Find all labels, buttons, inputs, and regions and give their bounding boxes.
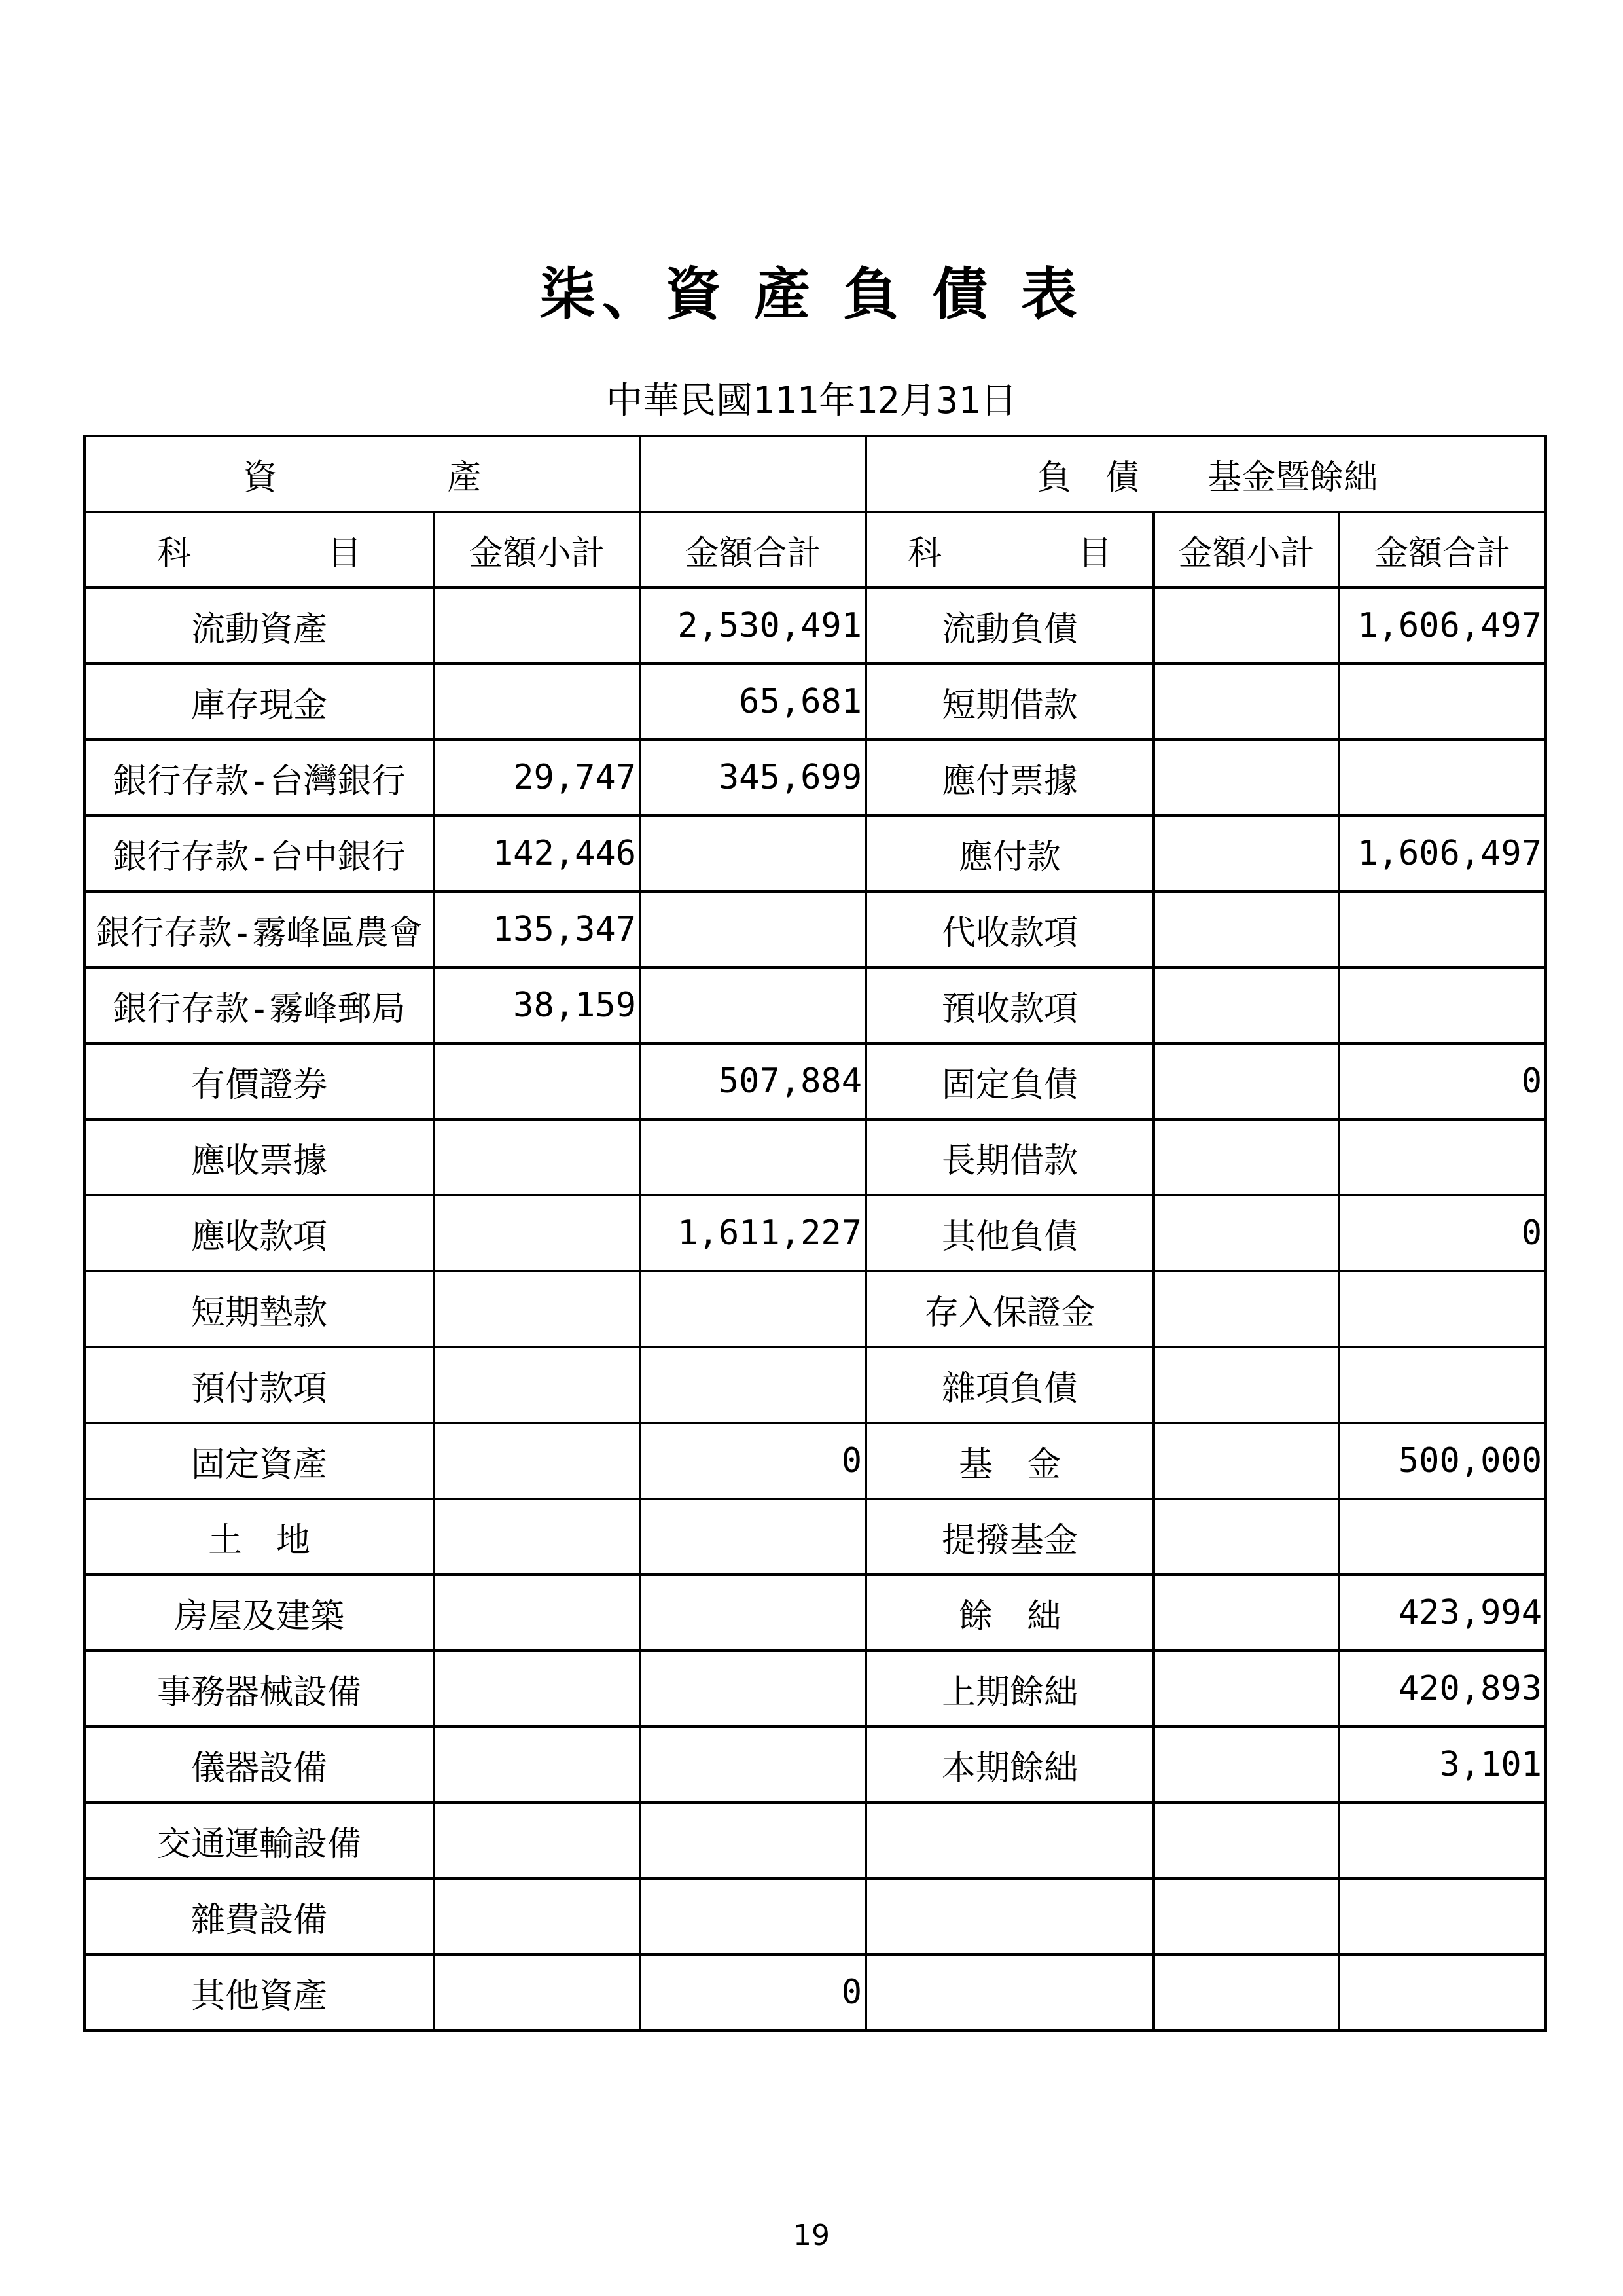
asset-subtotal-cell — [434, 1651, 640, 1727]
liability-subtotal-cell — [1154, 1271, 1339, 1347]
asset-subject-cell: 應收款項 — [84, 1195, 434, 1271]
asset-total-cell — [640, 1499, 866, 1575]
table-row — [84, 1954, 1546, 2030]
liability-subtotal-cell — [1154, 664, 1339, 740]
asset-subject-cell: 事務器械設備 — [84, 1651, 434, 1727]
asset-subject-cell: 儀器設備 — [84, 1727, 434, 1803]
asset-subtotal-cell — [434, 1803, 640, 1878]
asset-subtotal-cell — [434, 1119, 640, 1195]
liability-total-cell — [1339, 1119, 1546, 1195]
table-row — [84, 1195, 1546, 1271]
liability-total-cell — [1339, 967, 1546, 1043]
liability-total-cell — [1339, 1499, 1546, 1575]
asset-total-cell: 0 — [640, 1954, 866, 2030]
col-subject-left: 科 目 — [84, 512, 434, 588]
liability-subject-cell: 提撥基金 — [866, 1499, 1154, 1575]
asset-total-cell: 2,530,491 — [640, 588, 866, 664]
liabilities-header: 負 債 基金暨餘絀 — [866, 436, 1546, 512]
liability-total-cell — [1339, 1878, 1546, 1954]
liability-subtotal-cell — [1154, 1651, 1339, 1727]
liability-subtotal-cell — [1154, 1878, 1339, 1954]
asset-subject-cell: 應收票據 — [84, 1119, 434, 1195]
liability-total-cell: 0 — [1339, 1195, 1546, 1271]
col-total-right: 金額合計 — [1339, 512, 1546, 588]
asset-subtotal-cell — [434, 1043, 640, 1119]
liability-subtotal-cell — [1154, 588, 1339, 664]
asset-subject-cell: 流動資產 — [84, 588, 434, 664]
table-row — [84, 1347, 1546, 1423]
liability-total-cell: 1,606,497 — [1339, 816, 1546, 891]
asset-subtotal-cell — [434, 1499, 640, 1575]
asset-subject-cell: 銀行存款-霧峰郵局 — [84, 967, 434, 1043]
liability-subject-cell: 固定負債 — [866, 1043, 1154, 1119]
table-row — [84, 1727, 1546, 1803]
liability-subtotal-cell — [1154, 891, 1339, 967]
liability-subtotal-cell — [1154, 1423, 1339, 1499]
asset-subject-cell: 庫存現金 — [84, 664, 434, 740]
section-header-row — [84, 436, 1546, 512]
liability-subject-cell: 應付款 — [866, 816, 1154, 891]
liability-subtotal-cell — [1154, 1803, 1339, 1878]
asset-subtotal-cell — [434, 1878, 640, 1954]
asset-subtotal-cell — [434, 664, 640, 740]
liability-subject-cell: 雜項負債 — [866, 1347, 1154, 1423]
liability-total-cell — [1339, 1954, 1546, 2030]
asset-subtotal-cell — [434, 1575, 640, 1651]
liability-subject-cell: 餘 絀 — [866, 1575, 1154, 1651]
assets-header: 資 產 — [84, 436, 640, 512]
liability-subject-cell: 本期餘絀 — [866, 1727, 1154, 1803]
asset-subtotal-cell — [434, 1954, 640, 2030]
liability-total-cell — [1339, 891, 1546, 967]
liability-subject-cell: 預收款項 — [866, 967, 1154, 1043]
asset-total-cell: 345,699 — [640, 740, 866, 816]
asset-subtotal-cell — [434, 1195, 640, 1271]
asset-total-cell — [640, 1119, 866, 1195]
asset-total-cell — [640, 1575, 866, 1651]
header-blank-cell — [640, 436, 866, 512]
liability-subtotal-cell — [1154, 1954, 1339, 2030]
liability-total-cell — [1339, 664, 1546, 740]
table-row — [84, 1651, 1546, 1727]
table-row — [84, 664, 1546, 740]
asset-subject-cell: 銀行存款-台中銀行 — [84, 816, 434, 891]
page-title: 柒、資 產 負 債 表 — [539, 262, 1084, 327]
asset-subtotal-cell — [434, 1727, 640, 1803]
liability-subtotal-cell — [1154, 967, 1339, 1043]
liability-subject-cell: 上期餘絀 — [866, 1651, 1154, 1727]
column-header-row — [84, 512, 1546, 588]
liability-total-cell — [1339, 740, 1546, 816]
table-row — [84, 1878, 1546, 1954]
liability-subject-cell — [866, 1878, 1154, 1954]
liability-subtotal-cell — [1154, 1727, 1339, 1803]
liability-total-cell: 420,893 — [1339, 1651, 1546, 1727]
asset-total-cell: 1,611,227 — [640, 1195, 866, 1271]
report-date: 中華民國111年12月31日 — [605, 380, 1017, 422]
asset-subtotal-cell: 29,747 — [434, 740, 640, 816]
liability-total-cell: 1,606,497 — [1339, 588, 1546, 664]
asset-subject-cell: 銀行存款-台灣銀行 — [84, 740, 434, 816]
col-subtotal-right: 金額小計 — [1154, 512, 1339, 588]
liability-total-cell: 500,000 — [1339, 1423, 1546, 1499]
table-row — [84, 1423, 1546, 1499]
liability-subject-cell: 短期借款 — [866, 664, 1154, 740]
asset-total-cell — [640, 1878, 866, 1954]
liability-subtotal-cell — [1154, 1043, 1339, 1119]
liability-subject-cell: 基 金 — [866, 1423, 1154, 1499]
asset-total-cell — [640, 1347, 866, 1423]
asset-total-cell — [640, 891, 866, 967]
liability-total-cell: 0 — [1339, 1043, 1546, 1119]
liability-subtotal-cell — [1154, 1575, 1339, 1651]
col-total-left: 金額合計 — [640, 512, 866, 588]
asset-subject-cell: 其他資產 — [84, 1954, 434, 2030]
asset-total-cell — [640, 1803, 866, 1878]
liability-total-cell — [1339, 1347, 1546, 1423]
asset-subtotal-cell — [434, 1271, 640, 1347]
asset-total-cell: 0 — [640, 1423, 866, 1499]
table-row — [84, 1043, 1546, 1119]
liability-subject-cell — [866, 1954, 1154, 2030]
liability-subject-cell: 代收款項 — [866, 891, 1154, 967]
asset-subtotal-cell: 38,159 — [434, 967, 640, 1043]
liability-subject-cell: 應付票據 — [866, 740, 1154, 816]
asset-total-cell — [640, 1271, 866, 1347]
asset-total-cell: 507,884 — [640, 1043, 866, 1119]
asset-total-cell: 65,681 — [640, 664, 866, 740]
table-row — [84, 1575, 1546, 1651]
page-number: 19 — [793, 2219, 830, 2252]
col-subject-right: 科 目 — [866, 512, 1154, 588]
liability-total-cell — [1339, 1271, 1546, 1347]
liability-total-cell: 423,994 — [1339, 1575, 1546, 1651]
asset-total-cell — [640, 1727, 866, 1803]
asset-subtotal-cell: 135,347 — [434, 891, 640, 967]
table-row — [84, 1499, 1546, 1575]
asset-subject-cell: 短期墊款 — [84, 1271, 434, 1347]
liability-subtotal-cell — [1154, 1119, 1339, 1195]
asset-subtotal-cell — [434, 1347, 640, 1423]
asset-subject-cell: 雜費設備 — [84, 1878, 434, 1954]
asset-subtotal-cell — [434, 588, 640, 664]
asset-subtotal-cell — [434, 1423, 640, 1499]
liability-subject-cell: 長期借款 — [866, 1119, 1154, 1195]
table-row — [84, 1803, 1546, 1878]
liability-subtotal-cell — [1154, 740, 1339, 816]
col-subtotal-left: 金額小計 — [434, 512, 640, 588]
liability-total-cell: 3,101 — [1339, 1727, 1546, 1803]
table-row — [84, 1271, 1546, 1347]
asset-subject-cell: 預付款項 — [84, 1347, 434, 1423]
table-row — [84, 588, 1546, 664]
liability-subject-cell — [866, 1803, 1154, 1878]
liability-subtotal-cell — [1154, 1499, 1339, 1575]
asset-total-cell — [640, 967, 866, 1043]
asset-subject-cell: 交通運輸設備 — [84, 1803, 434, 1878]
asset-subject-cell: 有價證券 — [84, 1043, 434, 1119]
table-row — [84, 1119, 1546, 1195]
balance-sheet-table — [83, 435, 1547, 2032]
table-row — [84, 967, 1546, 1043]
liability-subtotal-cell — [1154, 1195, 1339, 1271]
asset-total-cell — [640, 1651, 866, 1727]
liability-subject-cell: 其他負債 — [866, 1195, 1154, 1271]
asset-subject-cell: 土 地 — [84, 1499, 434, 1575]
liability-subtotal-cell — [1154, 1347, 1339, 1423]
asset-subject-cell: 房屋及建築 — [84, 1575, 434, 1651]
asset-subject-cell: 固定資產 — [84, 1423, 434, 1499]
asset-total-cell — [640, 816, 866, 891]
liability-subject-cell: 流動負債 — [866, 588, 1154, 664]
asset-subject-cell: 銀行存款-霧峰區農會 — [84, 891, 434, 967]
asset-subtotal-cell: 142,446 — [434, 816, 640, 891]
table-row — [84, 816, 1546, 891]
liability-subject-cell: 存入保證金 — [866, 1271, 1154, 1347]
liability-subtotal-cell — [1154, 816, 1339, 891]
liability-total-cell — [1339, 1803, 1546, 1878]
table-row — [84, 740, 1546, 816]
table-row — [84, 891, 1546, 967]
